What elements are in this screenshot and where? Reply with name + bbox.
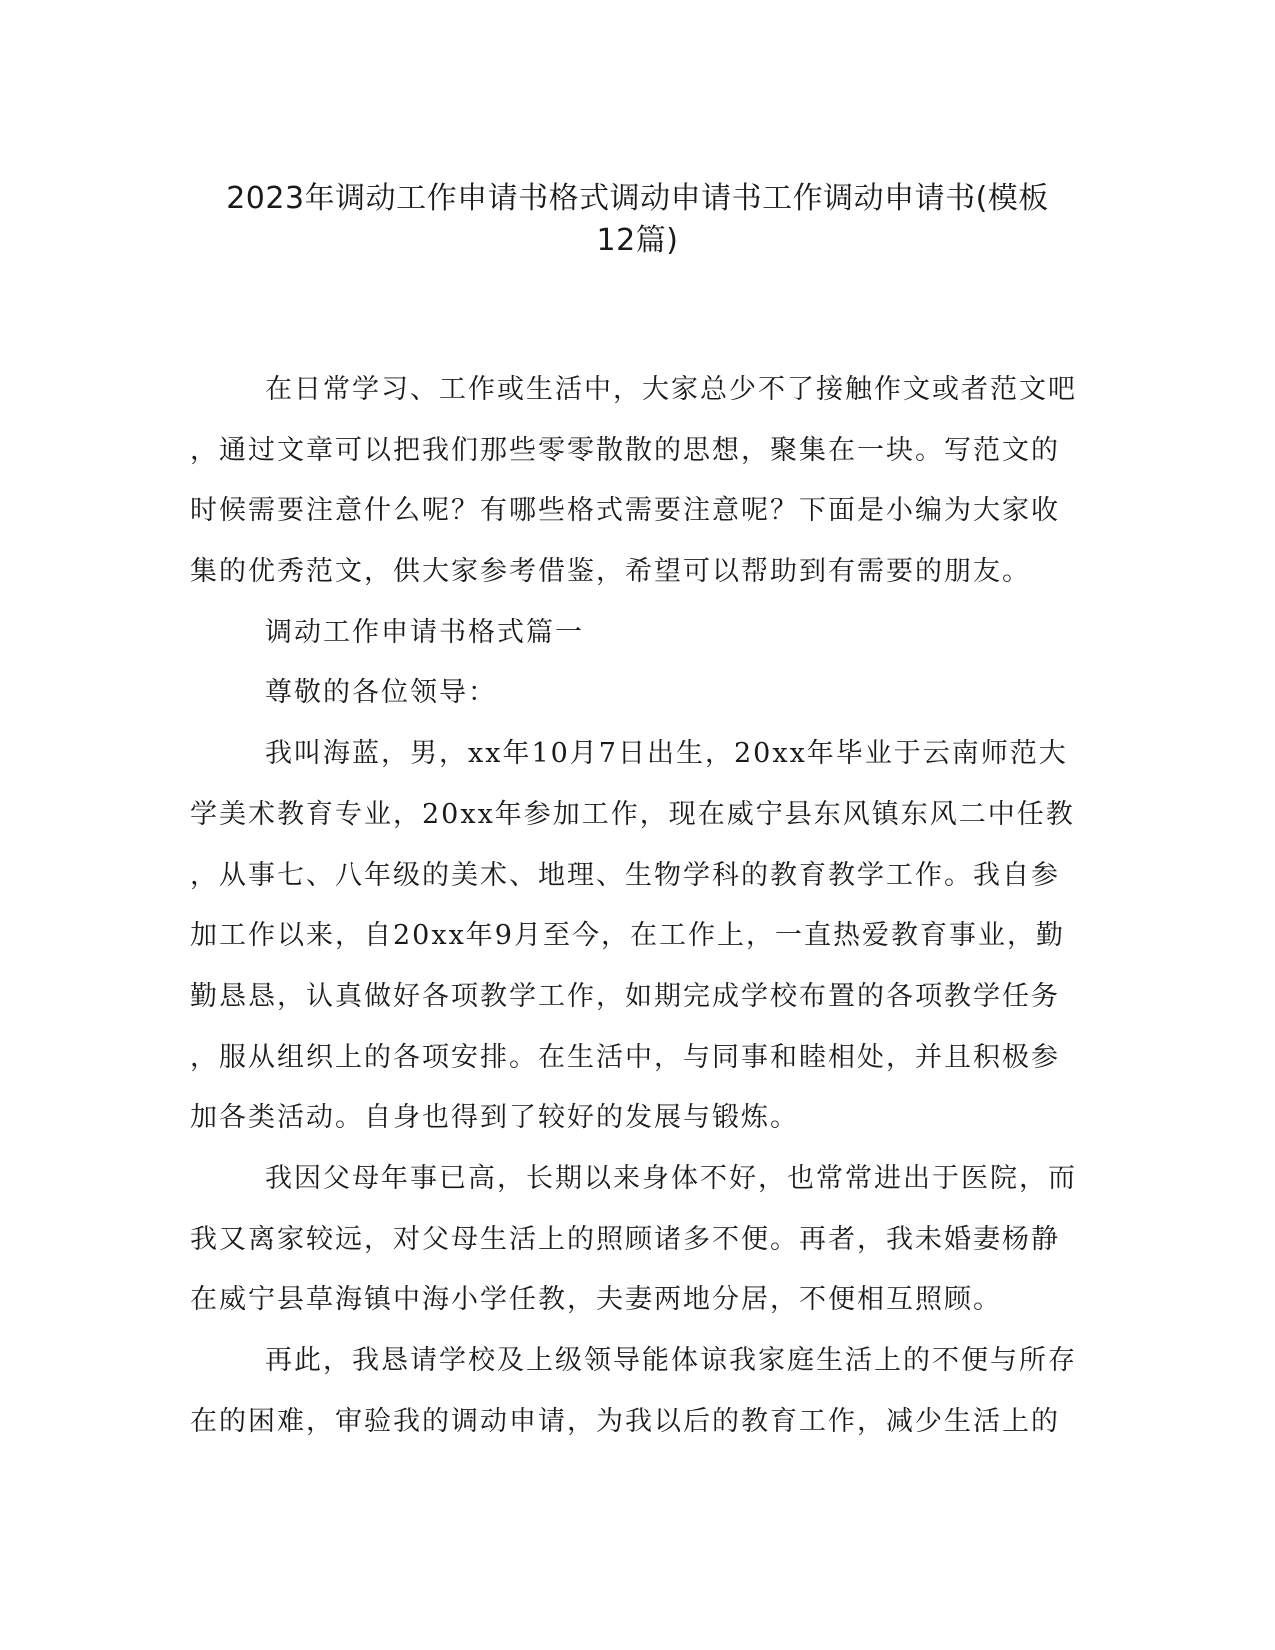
body-line: 在的困难，审验我的调动申请，为我以后的教育工作，减少生活上的: [190, 1405, 1060, 1437]
body-line: 尊敬的各位领导：: [265, 677, 497, 709]
body-line: 加工作以来，自20xx年9月至今，在工作上，一直热爱教育事业，勤: [190, 920, 1065, 952]
body-line: 我因父母年事已高，长期以来身体不好，也常常进出于医院，而: [265, 1162, 1077, 1194]
body-line: 在日常学习、工作或生活中，大家总少不了接触作文或者范文吧: [265, 374, 1077, 405]
body-line: 学美术教育专业，20xx年参加工作，现在威宁县东风镇东风二中任教: [190, 798, 1075, 830]
body-line: 在威宁县草海镇中海小学任教，夫妻两地分居，不便相互照顾。: [190, 1284, 1002, 1316]
body-line: 勤恳恳，认真做好各项教学工作，如期完成学校布置的各项教学任务: [190, 980, 1060, 1012]
body-line: 我又离家较远，对父母生活上的照顾诸多不便。再者，我未婚妻杨静: [190, 1223, 1060, 1255]
body-line: 时候需要注意什么呢？有哪些格式需要注意呢？下面是小编为大家收: [190, 495, 1060, 527]
body-line: 加各类活动。自身也得到了较好的发展与锻炼。: [190, 1102, 799, 1134]
body-line: 再此，我恳请学校及上级领导能体谅我家庭生活上的不便与所存: [265, 1345, 1077, 1376]
document-body: [190, 375, 1090, 1467]
title-line: 2023年调动工作申请书格式调动申请书工作调动申请书(模板: [226, 181, 1049, 216]
body-line: ，从事七、八年级的美术、地理、生物学科的教育教学工作。我自参: [190, 859, 1060, 891]
body-line: 调动工作申请书格式篇一: [265, 616, 584, 648]
body-line: 我叫海蓝，男，xx年10月7日出生，20xx年毕业于云南师范大: [265, 738, 1068, 770]
body-line: 集的优秀范文，供大家参考借鉴，希望可以帮助到有需要的朋友。: [190, 556, 1031, 588]
body-line: ，服从组织上的各项安排。在生活中，与同事和睦相处，并且积极参: [190, 1041, 1060, 1073]
title-line: 12篇): [596, 223, 679, 258]
document-title: [180, 178, 1095, 262]
body-line: ，通过文章可以把我们那些零零散散的思想，聚集在一块。写范文的: [190, 434, 1060, 466]
